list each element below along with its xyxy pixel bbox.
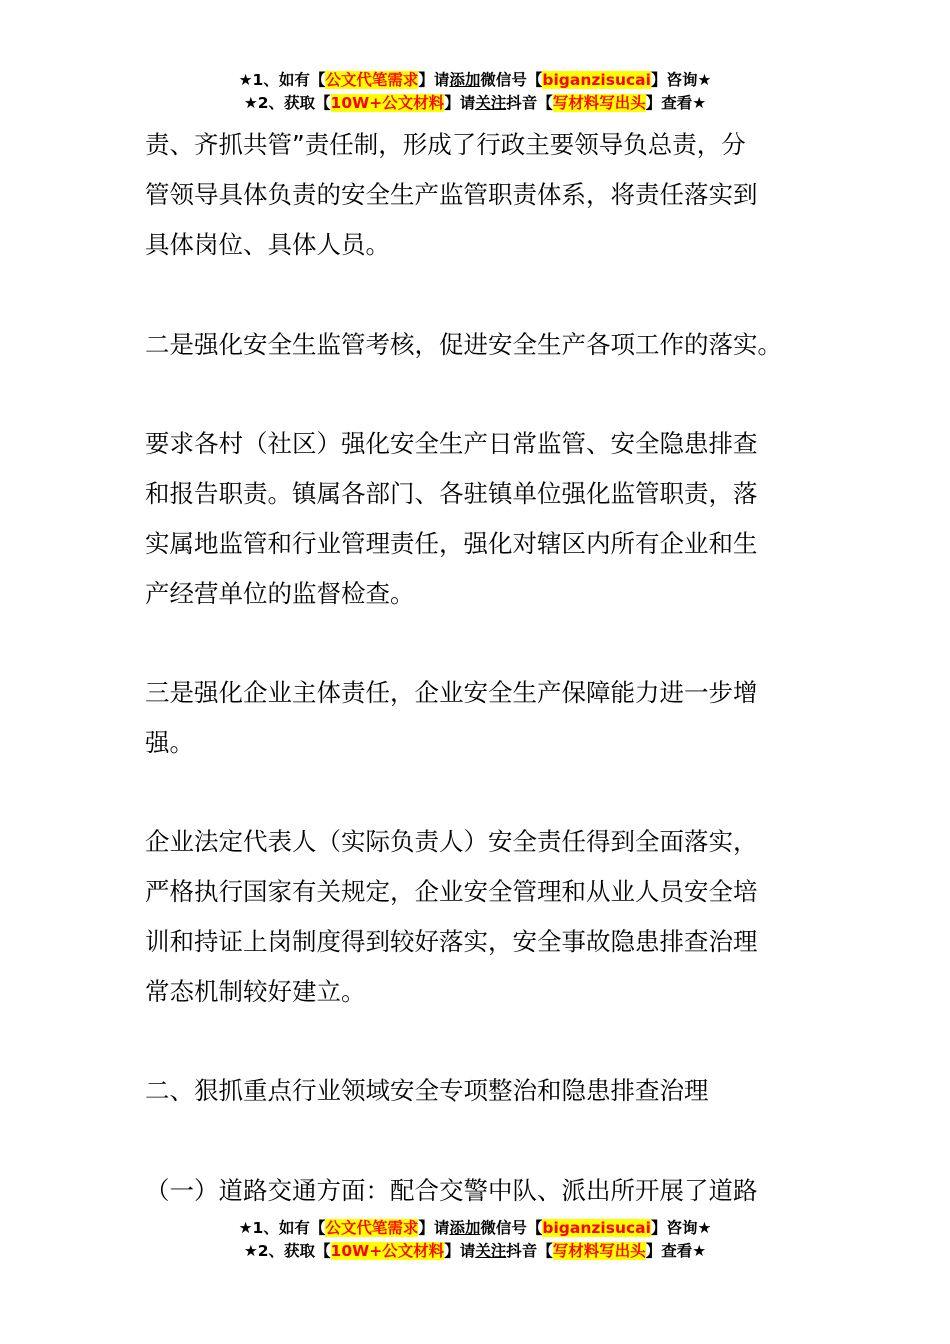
ad-line-2: ★2、获取【10W+公文材料】请关注抖音【写材料写出头】查看★ (243, 94, 707, 112)
section-heading: 三是强化企业主体责任，企业安全生产保障能力进一步增 (145, 678, 758, 707)
ad-highlight-materials: 10W+公文材料 (330, 1242, 445, 1260)
ad-highlight-materials: 10W+公文材料 (330, 94, 445, 112)
text-line: 严格执行国家有关规定，企业安全管理和从业人员安全培 (145, 877, 758, 906)
text-line: 企业法定代表人（实际负责人）安全责任得到全面落实， (145, 827, 758, 856)
section-heading: 强。 (145, 728, 194, 757)
text-line: 具体岗位、具体人员。 (145, 230, 390, 259)
text-line: 要求各村（社区）强化安全生产日常监管、安全隐患排查 (145, 429, 758, 458)
ad-highlight-douyin: 写材料写出头 (552, 1242, 646, 1260)
text-line: 常态机制较好建立。 (145, 977, 366, 1006)
text-line: 责、齐抓共管”责任制，形成了行政主要领导负总责，分 (145, 130, 746, 159)
chapter-heading: 二、狠抓重点行业领域安全专项整治和隐患排查治理 (145, 1076, 709, 1105)
text-line: 管领导具体负责的安全生产监管职责体系，将责任落实到 (145, 180, 758, 209)
ad-highlight-service: 公文代笔需求 (325, 71, 419, 89)
ad-line-1: ★1、如有【公文代笔需求】请添加微信号【biganzisucai】咨询★ (238, 1219, 712, 1237)
text-line: 实属地监管和行业管理责任，强化对辖区内所有企业和生 (145, 529, 758, 558)
text-line: 和报告职责。镇属各部门、各驻镇单位强化监管职责，落 (145, 479, 758, 508)
ad-banner-bottom (0, 1217, 950, 1263)
ad-line-1: ★1、如有【公文代笔需求】请添加微信号【biganzisucai】咨询★ (238, 71, 712, 89)
ad-highlight-douyin: 写材料写出头 (552, 94, 646, 112)
ad-line-2: ★2、获取【10W+公文材料】请关注抖音【写材料写出头】查看★ (243, 1242, 707, 1260)
text-line: 训和持证上岗制度得到较好落实，安全事故隐患排查治理 (145, 927, 758, 956)
ad-banner-top (0, 69, 950, 115)
ad-highlight-service: 公文代笔需求 (325, 1219, 419, 1237)
section-heading: 二是强化安全生监管考核，促进安全生产各项工作的落实。 (145, 330, 782, 359)
text-line: （一）道路交通方面：配合交警中队、派出所开展了道路 (145, 1176, 758, 1205)
ad-highlight-wechat: biganzisucai (542, 1219, 651, 1237)
text-line: 产经营单位的监督检查。 (145, 579, 415, 608)
ad-highlight-wechat: biganzisucai (542, 71, 651, 89)
